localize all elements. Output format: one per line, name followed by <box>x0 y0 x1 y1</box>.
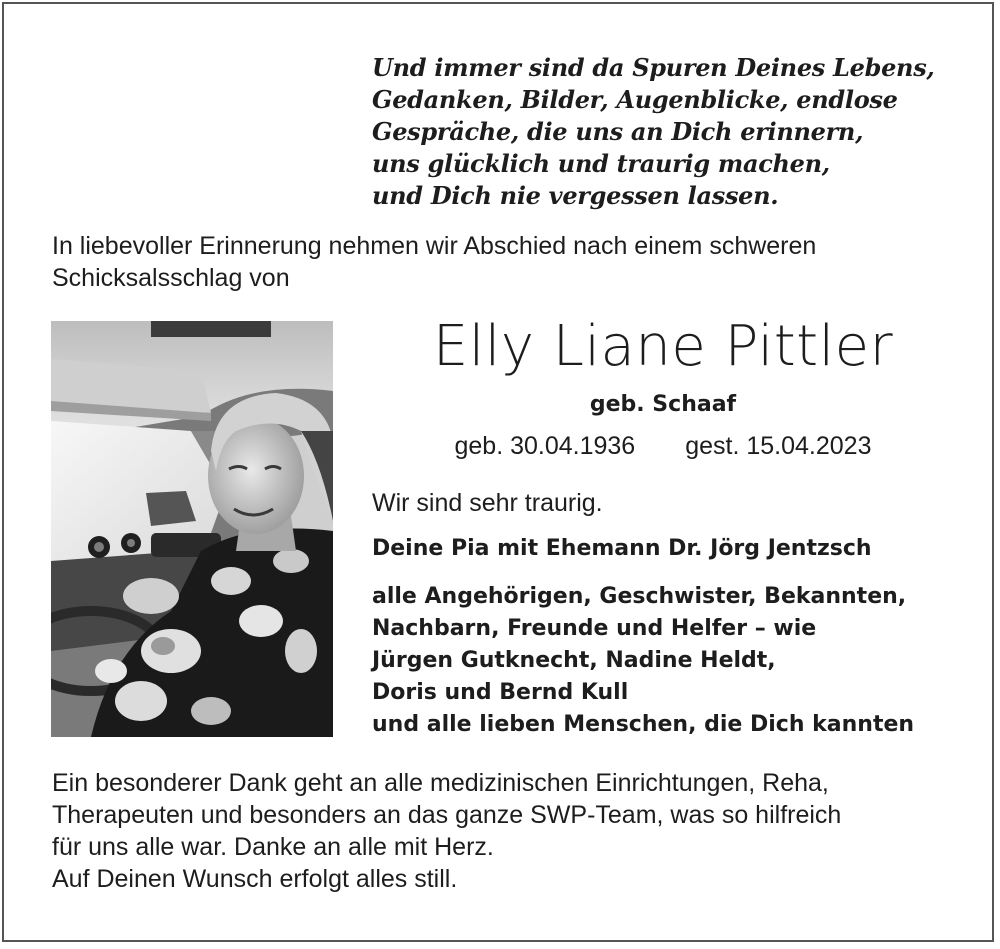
poem-line: Gespräche, die uns an Dich erinnern, <box>372 117 864 146</box>
thanks-line: Therapeuten und besonders an das ganze SWP-Team, was so hilfreich <box>52 801 842 829</box>
poem-line: und Dich nie vergessen lassen. <box>372 181 779 210</box>
mourning-message: Wir sind sehr traurig. <box>372 489 603 517</box>
intro-line: In liebevoller Erinnerung nehmen wir Abschied nach einem schweren <box>52 232 817 260</box>
memorial-poem <box>372 52 972 212</box>
thanks-line: Ein besonderer Dank geht an alle medizinischen Einrichtungen, Reha, <box>52 769 829 797</box>
thanks-line: Auf Deinen Wunsch erfolgt alles still. <box>52 865 458 893</box>
birth-date: geb. 30.04.1936 <box>454 432 636 460</box>
portrait-photo-image <box>51 321 333 737</box>
thanks-text <box>52 767 972 895</box>
deceased-name: Elly Liane Pittler <box>432 314 894 379</box>
death-date: gest. 15.04.2023 <box>685 432 872 460</box>
poem-line: Gedanken, Bilder, Augenblicke, endlose <box>372 85 898 114</box>
life-dates <box>340 429 986 463</box>
family-line: Doris und Bernd Kull <box>372 680 629 705</box>
family-line: Nachbarn, Freunde und Helfer – wie <box>372 616 817 641</box>
poem-line: uns glücklich und traurig machen, <box>372 149 830 178</box>
portrait-photo <box>51 321 333 737</box>
intro-text <box>52 230 952 294</box>
poem-line: Und immer sind da Spuren Deines Lebens, <box>372 53 935 82</box>
family-line: Jürgen Gutknecht, Nadine Heldt, <box>372 648 776 673</box>
family-others <box>372 581 914 741</box>
maiden-name: geb. Schaaf <box>589 392 737 417</box>
intro-line: Schicksalsschlag von <box>52 264 290 292</box>
family-primary: Deine Pia mit Ehemann Dr. Jörg Jentzsch <box>372 536 872 561</box>
family-line: und alle lieben Menschen, die Dich kannten <box>372 712 915 737</box>
thanks-line: für uns alle war. Danke an alle mit Herz. <box>52 833 494 861</box>
family-line: alle Angehörigen, Geschwister, Bekannten, <box>372 584 907 609</box>
